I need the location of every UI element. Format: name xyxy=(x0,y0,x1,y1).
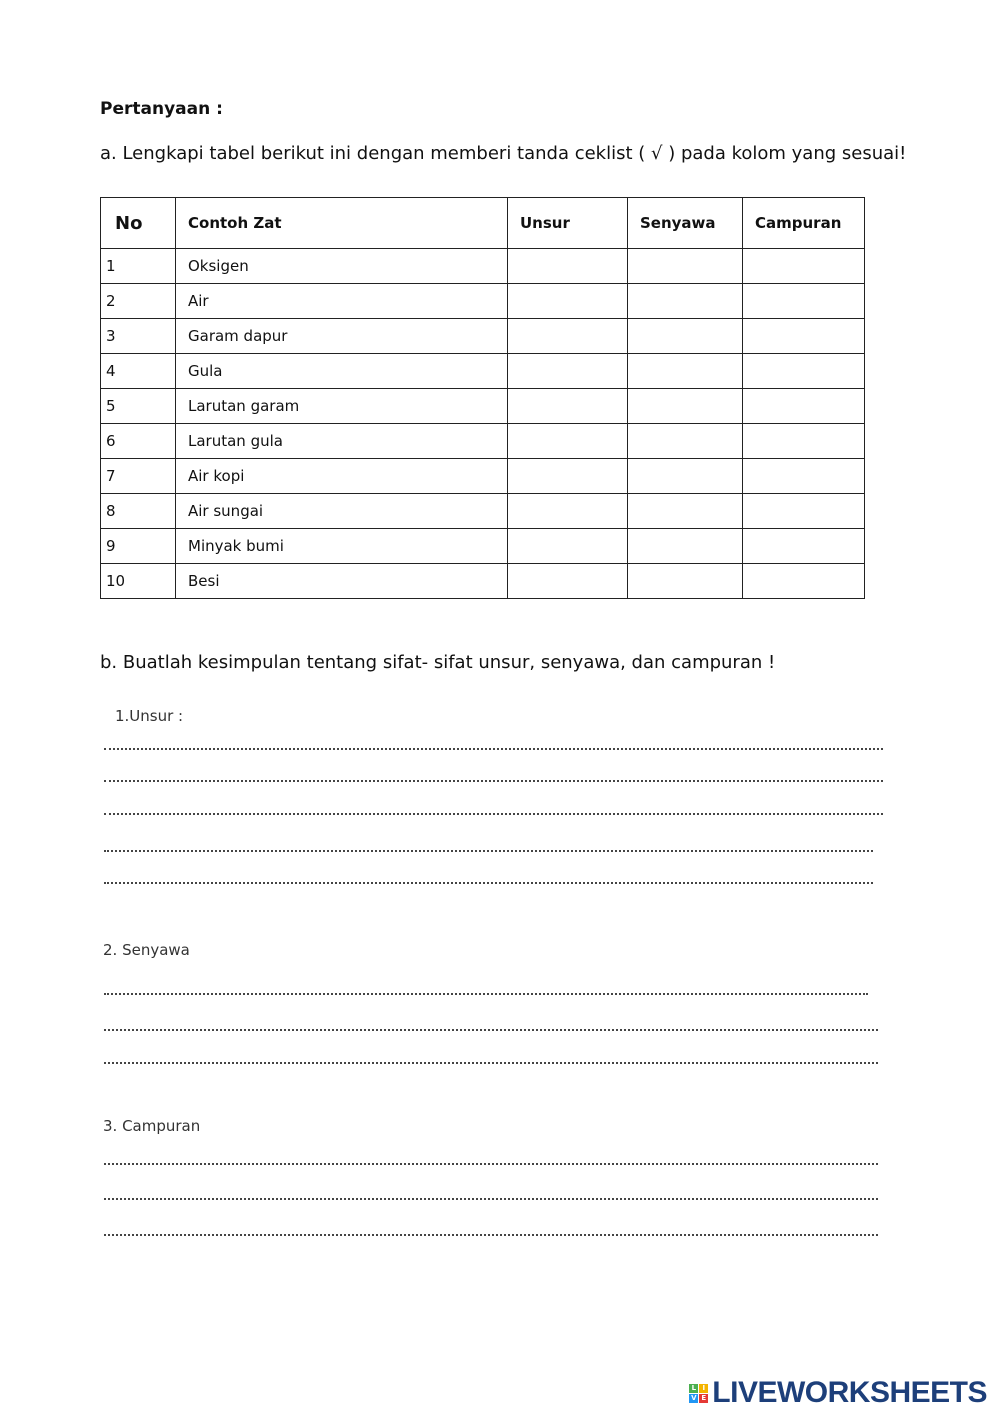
row-number: 5 xyxy=(101,389,176,424)
logo-letter-e: E xyxy=(699,1394,708,1403)
answer-line[interactable] xyxy=(104,993,868,995)
answer-line[interactable] xyxy=(104,882,873,884)
answer-line[interactable] xyxy=(104,850,873,852)
substance-name: Air xyxy=(176,284,508,319)
substance-name: Garam dapur xyxy=(176,319,508,354)
unsur-check-cell[interactable] xyxy=(508,284,628,319)
substance-name: Minyak bumi xyxy=(176,529,508,564)
row-number: 6 xyxy=(101,424,176,459)
senyawa-check-cell[interactable] xyxy=(628,249,743,284)
table-row xyxy=(101,459,865,494)
senyawa-check-cell[interactable] xyxy=(628,284,743,319)
answer-line[interactable] xyxy=(104,1163,878,1165)
logo-text: LIVEWORKSHEETS xyxy=(712,1376,987,1409)
substance-name: Air sungai xyxy=(176,494,508,529)
table-row xyxy=(101,529,865,564)
answer-line[interactable] xyxy=(104,813,883,815)
campuran-check-cell[interactable] xyxy=(743,389,865,424)
section-unsur-label: 1.Unsur : xyxy=(115,707,184,725)
table-row xyxy=(101,494,865,529)
unsur-check-cell[interactable] xyxy=(508,494,628,529)
unsur-check-cell[interactable] xyxy=(508,564,628,599)
campuran-check-cell[interactable] xyxy=(743,564,865,599)
senyawa-check-cell[interactable] xyxy=(628,564,743,599)
substance-name: Air kopi xyxy=(176,459,508,494)
logo-icon xyxy=(689,1384,708,1403)
section-senyawa-label: 2. Senyawa xyxy=(103,941,190,959)
table-row xyxy=(101,354,865,389)
table-row xyxy=(101,249,865,284)
question-a: a. Lengkapi tabel berikut ini dengan memberi tanda ceklist ( √ ) pada kolom yang sesuai! xyxy=(100,143,907,164)
campuran-check-cell[interactable] xyxy=(743,529,865,564)
section-campuran-label: 3. Campuran xyxy=(103,1117,201,1135)
campuran-check-cell[interactable] xyxy=(743,284,865,319)
campuran-check-cell[interactable] xyxy=(743,319,865,354)
unsur-check-cell[interactable] xyxy=(508,354,628,389)
header-unsur: Unsur xyxy=(508,198,628,249)
campuran-check-cell[interactable] xyxy=(743,354,865,389)
answer-line[interactable] xyxy=(104,780,883,782)
page-title: Pertanyaan : xyxy=(100,99,223,119)
campuran-check-cell[interactable] xyxy=(743,249,865,284)
substance-name: Gula xyxy=(176,354,508,389)
unsur-check-cell[interactable] xyxy=(508,249,628,284)
row-number: 10 xyxy=(101,564,176,599)
senyawa-check-cell[interactable] xyxy=(628,319,743,354)
substance-name: Oksigen xyxy=(176,249,508,284)
row-number: 9 xyxy=(101,529,176,564)
unsur-check-cell[interactable] xyxy=(508,529,628,564)
answer-line[interactable] xyxy=(104,748,883,750)
row-number: 4 xyxy=(101,354,176,389)
table-row xyxy=(101,424,865,459)
row-number: 8 xyxy=(101,494,176,529)
logo-letter-v: V xyxy=(691,1393,697,1402)
row-number: 2 xyxy=(101,284,176,319)
row-number: 7 xyxy=(101,459,176,494)
row-number: 1 xyxy=(101,249,176,284)
header-no: No xyxy=(101,198,176,249)
substance-name: Besi xyxy=(176,564,508,599)
logo-letter-l: L xyxy=(689,1384,698,1393)
senyawa-check-cell[interactable] xyxy=(628,459,743,494)
header-contoh-zat: Contoh Zat xyxy=(176,198,508,249)
row-number: 3 xyxy=(101,319,176,354)
substance-name: Larutan gula xyxy=(176,424,508,459)
unsur-check-cell[interactable] xyxy=(508,459,628,494)
campuran-check-cell[interactable] xyxy=(743,494,865,529)
liveworksheets-logo xyxy=(689,1376,987,1410)
logo-letter-i: I xyxy=(699,1384,708,1393)
answer-line[interactable] xyxy=(104,1062,878,1064)
senyawa-check-cell[interactable] xyxy=(628,424,743,459)
unsur-check-cell[interactable] xyxy=(508,424,628,459)
substance-name: Larutan garam xyxy=(176,389,508,424)
table-row xyxy=(101,389,865,424)
senyawa-check-cell[interactable] xyxy=(628,494,743,529)
campuran-check-cell[interactable] xyxy=(743,424,865,459)
table-row xyxy=(101,564,865,599)
answer-line[interactable] xyxy=(104,1234,878,1236)
senyawa-check-cell[interactable] xyxy=(628,529,743,564)
table-row xyxy=(101,284,865,319)
table-header-row xyxy=(101,198,865,249)
answer-line[interactable] xyxy=(104,1198,878,1200)
substance-table xyxy=(100,197,865,599)
unsur-check-cell[interactable] xyxy=(508,319,628,354)
header-campuran: Campuran xyxy=(743,198,865,249)
question-b: b. Buatlah kesimpulan tentang sifat- sifat unsur, senyawa, dan campuran ! xyxy=(100,652,776,673)
senyawa-check-cell[interactable] xyxy=(628,389,743,424)
table-row xyxy=(101,319,865,354)
senyawa-check-cell[interactable] xyxy=(628,354,743,389)
header-senyawa: Senyawa xyxy=(628,198,743,249)
answer-line[interactable] xyxy=(104,1029,878,1031)
campuran-check-cell[interactable] xyxy=(743,459,865,494)
unsur-check-cell[interactable] xyxy=(508,389,628,424)
